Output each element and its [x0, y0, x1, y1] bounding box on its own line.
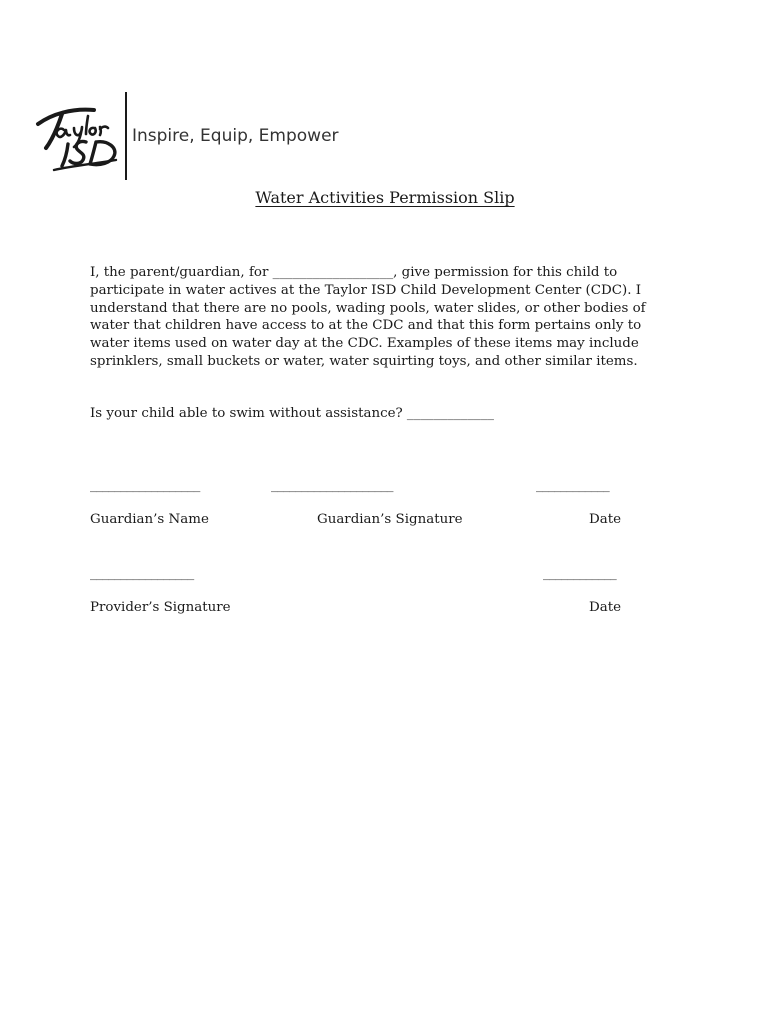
guardian-signature-label: Guardian’s Signature: [317, 512, 463, 527]
logo-divider: [125, 92, 127, 180]
taylor-isd-logo-icon: [32, 96, 128, 176]
header-logo-block: [32, 92, 352, 182]
guardian-date-line[interactable]: ____________: [536, 478, 610, 493]
provider-signature-label: Provider’s Signature: [90, 600, 231, 615]
swim-question: Is your child able to swim without assistance? _____________: [90, 406, 494, 421]
document-title: Water Activities Permission Slip: [255, 188, 515, 207]
provider-signature-line[interactable]: _________________: [90, 566, 194, 581]
permission-paragraph: I, the parent/guardian, for __________________, give permission for this child to participate in water actives at the Taylor ISD Child Development Center (CDC). I understand that there are no pools, wading pools, water slides, or other bodies of water that children have access to at the CDC and that this form pertains only to water items used on water day at the CDC. Examples of these items may include sprinklers, small buckets or water, water squirting toys, and other similar items.: [90, 265, 646, 369]
guardian-name-label: Guardian’s Name: [90, 512, 209, 527]
tagline: Inspire, Equip, Empower: [132, 126, 339, 146]
provider-date-line[interactable]: ____________: [543, 566, 617, 581]
guardian-signature-line[interactable]: ____________________: [271, 478, 393, 493]
guardian-name-line[interactable]: __________________: [90, 478, 200, 493]
guardian-date-label: Date: [589, 512, 622, 527]
provider-date-label: Date: [589, 600, 622, 615]
